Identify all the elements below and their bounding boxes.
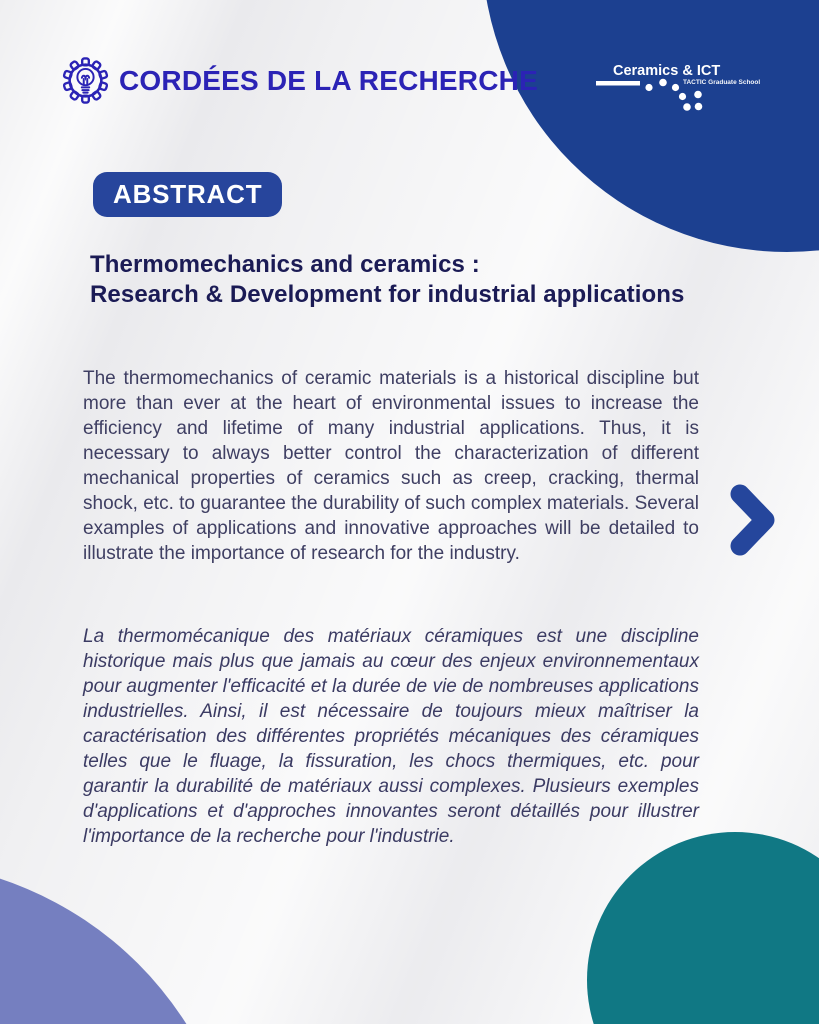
decor-circle-bottom-right xyxy=(587,832,819,1024)
decor-circle-top-right xyxy=(482,0,819,252)
abstract-badge xyxy=(93,172,282,217)
page-title xyxy=(90,250,730,310)
abstract-badge-label: ABSTRACT xyxy=(113,179,263,209)
brand-header xyxy=(62,57,538,104)
brand-title: CORDÉES DE LA RECHERCHE xyxy=(119,64,538,96)
page-title-line1: Thermomechanics and ceramics : xyxy=(90,251,480,278)
chevron-right-icon xyxy=(726,481,778,559)
logo-title: Ceramics & ICT xyxy=(613,63,721,79)
page-title-line2: Research & Development for industrial applications xyxy=(90,281,685,308)
next-page-button[interactable] xyxy=(726,481,778,559)
abstract-text-french: La thermomécanique des matériaux céramiques est une discipline historique mais plus que jamais au cœur des enjeux environnementaux pour augmenter l'efficacité et la durée de vie de nombreuses applications industrielles. Ainsi, il est nécessaire de toujours mieux maîtriser la caractérisation des différentes propriétés mécaniques des céramiques telles que le fluage, la fissuration, les chocs thermiques, etc. pour garantir la durabilité de matériaux aussi complexes. Plusieurs exemples d'applications et d'approches innovantes seront détaillés pour illustrer l'importance de la recherche pour l'industrie. xyxy=(83,626,699,847)
gear-lightbulb-icon xyxy=(62,57,109,104)
logo-subtitle: TACTIC Graduate School xyxy=(683,79,761,86)
decor-circle-bottom-left xyxy=(0,861,241,1024)
abstract-text-english: The thermomechanics of ceramic materials is a historical discipline but more than ever at the heart of environmental issues to increase the efficiency and lifetime of many industrial applications. Thus, it is necessary to always better control the characterization of different mechanical properties of ceramics such as creep, cracking, thermal shock, etc. to guarantee the durability of such complex materials. Several examples of applications and innovative approaches will be detailed to illustrate the importance of research for the industry. xyxy=(83,368,699,564)
ceramics-ict-logo xyxy=(595,58,761,120)
